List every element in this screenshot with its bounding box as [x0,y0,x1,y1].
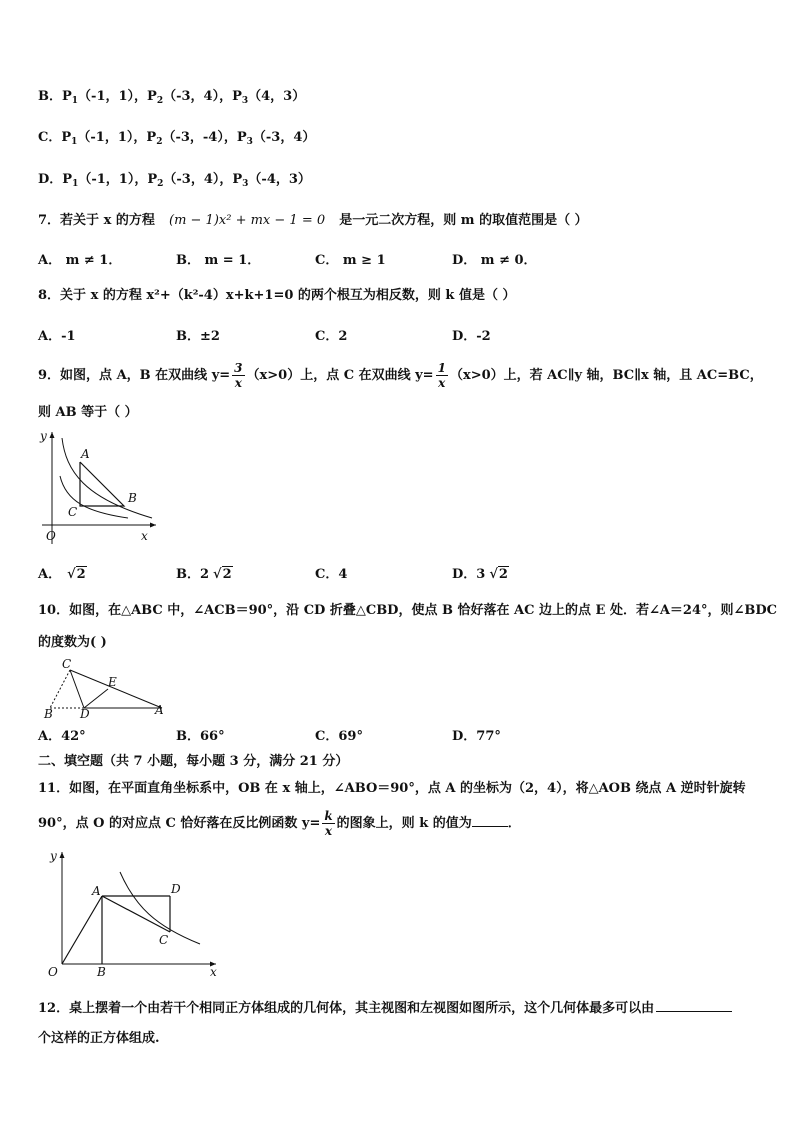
q12-stem [38,1000,732,1018]
q11-stem: 11．如图，在平面直角坐标系中，OB 在 x 轴上，∠ABO＝90°，点 A 的坐标为（2，4），将△AOB 绕点 A 逆时针旋转 [38,781,746,796]
point-coords: （-4，3） [248,172,311,187]
q7-stem [38,212,588,230]
triangle-abc [80,462,124,506]
q9-option-d[interactable] [452,566,509,584]
q9-stem [38,360,763,392]
point-name: P [147,89,157,104]
label-a: A [92,884,101,898]
q10-option-c[interactable]: C．69° [315,729,363,744]
q11-text-3: ． [507,816,521,831]
q7-option-d[interactable]: D． m ≠ 0． [452,253,537,268]
option-label: B．2 [176,567,210,582]
segment-cd [70,670,84,708]
sqrt-icon: √ [213,567,222,582]
q10-option-b[interactable]: B．66° [176,729,225,744]
point-coords: （-3，4）， [163,172,233,187]
q7-option-a[interactable]: A． m ≠ 1． [38,253,122,268]
label-c: C [159,933,169,947]
label-e: E [108,675,117,689]
segment-de [84,689,108,708]
fraction-denominator: x [324,824,333,838]
fraction-numerator: k [324,809,333,823]
option-label: C． [38,130,62,145]
point-name: P [146,130,157,145]
q8-option-b[interactable]: B．±2 [176,329,220,344]
point-subscript: 2 [156,96,164,106]
y-axis-arrow [60,852,65,858]
point-coords: （-3，-4）， [162,130,237,145]
q11-figure [40,848,224,980]
q10-option-a[interactable]: A．42° [38,729,86,744]
q10-figure [40,656,170,720]
fraction-numerator: 3 [234,361,243,375]
segment-oa [62,896,102,964]
fraction-denominator: x [234,376,242,390]
q9-option-c[interactable]: C．4 [315,567,348,582]
q9-fraction-3-over-x [232,361,244,390]
q6-option-b[interactable] [38,88,305,110]
point-subscript: 3 [241,96,249,106]
point-subscript: 3 [242,179,249,189]
point-coords: （-1，1）， [78,89,148,104]
point-coords: （-1，1）， [78,172,148,187]
q7-option-b[interactable]: B． m = 1． [176,253,261,268]
point-coords: （-3，4）， [163,89,233,104]
point-coords: （-1，1）， [77,130,147,145]
point-name: P [232,172,243,187]
point-subscript: 2 [156,137,163,147]
q9-text-3: （x>0）上，若 AC∥y 轴，BC∥x 轴，且 AC=BC， [449,368,763,383]
q9-option-a[interactable] [38,566,87,584]
sqrt-radicand: 2 [498,567,508,582]
point-subscript: 3 [246,137,253,147]
label-c: C [62,657,72,671]
point-name: P [232,89,242,104]
q7-prefix: 7．若关于 x 的方程 [38,213,155,228]
q9-stem-line2: 则 AB 等于（ ） [38,405,138,420]
label-d: D [171,882,181,896]
label-o: O [46,529,56,543]
q7-suffix: 是一元二次方程，则 m 的取值范围是（ ） [339,213,588,228]
y-axis-arrow [50,432,55,438]
option-label: B． [38,89,62,104]
point-name: P [147,172,158,187]
q11-answer-blank[interactable] [472,826,508,827]
segment-ac [102,896,170,932]
point-coords: （-3，4） [252,130,316,145]
q11-stem-line2 [38,808,521,840]
label-b: B [97,965,106,979]
option-label: D．3 [452,567,486,582]
label-x: x [210,965,217,979]
q9-figure [36,426,160,546]
option-label: A． [38,567,62,582]
label-y: y [40,429,47,443]
q9-text-2: （x>0）上，点 C 在双曲线 y= [246,368,434,383]
option-label: D． [38,172,63,187]
fraction-numerator: 1 [437,361,446,375]
point-subscript: 1 [72,179,79,189]
q10-stem: 10．如图，在△ABC 中，∠ACB＝90°，沿 CD 折叠△CBD，使点 B 恰好落在 AC 边上的点 E 处．若∠A＝24°，则∠BDC [38,603,778,618]
q12-stem-line2: 个这样的正方体组成. [38,1031,160,1046]
section-2-heading: 二、填空题（共 7 小题，每小题 3 分，满分 21 分） [38,754,349,769]
q11-text-1: 90°，点 O 的对应点 C 恰好落在反比例函数 y= [38,816,321,831]
label-d: D [80,707,90,720]
label-a: A [155,703,164,717]
q10-option-d[interactable]: D．77° [452,729,501,744]
point-name: P [61,130,72,145]
q7-equation: (m − 1)x² + mx − 1 = 0 [169,213,326,228]
label-a: A [81,447,90,461]
q12-text: 12．桌上摆着一个由若干个相同正方体组成的几何体，其主视图和左视图如图所示，这个几何体最多可以由 [38,1001,655,1016]
point-subscript: 1 [71,137,78,147]
q9-fraction-1-over-x [436,361,448,390]
x-axis-arrow [150,523,156,528]
q11-fraction-k-over-x [322,809,334,838]
label-y: y [50,849,57,863]
point-name: P [62,89,72,104]
q9-option-b[interactable] [176,566,233,584]
q12-answer-blank[interactable] [656,1011,732,1012]
q8-option-a[interactable]: A．-1 [38,329,76,344]
point-subscript: 1 [71,96,79,106]
q6-option-d[interactable] [38,171,311,193]
segment-cb-dashed [50,670,70,708]
label-b: B [44,707,53,720]
label-b: B [128,491,137,505]
q8-option-c[interactable]: C．2 [315,329,348,344]
q6-option-c[interactable] [38,129,315,151]
sqrt-radicand: 2 [222,567,232,582]
label-x: x [141,529,148,543]
q8-stem: 8．关于 x 的方程 x²+（k²-4）x+k+1=0 的两个根互为相反数，则 k 值是（ ） [38,288,516,303]
fraction-denominator: x [438,376,446,390]
point-coords: （4，3） [248,89,306,104]
q11-text-2: 的图象上，则 k 的值为 [336,816,472,831]
q9-text-1: 9．如图，点 A，B 在双曲线 y= [38,368,231,383]
point-name: P [62,172,73,187]
label-c: C [68,505,78,519]
point-subscript: 2 [157,179,164,189]
sqrt-radicand: 2 [76,567,86,582]
point-name: P [236,130,247,145]
sqrt-icon: √ [67,567,76,582]
q7-option-c[interactable]: C． m ≥ 1 [315,253,386,268]
q8-option-d[interactable]: D．-2 [452,329,491,344]
sqrt-icon: √ [489,567,498,582]
q10-stem-line2: 的度数为( ) [38,635,107,650]
label-o: O [48,965,58,979]
